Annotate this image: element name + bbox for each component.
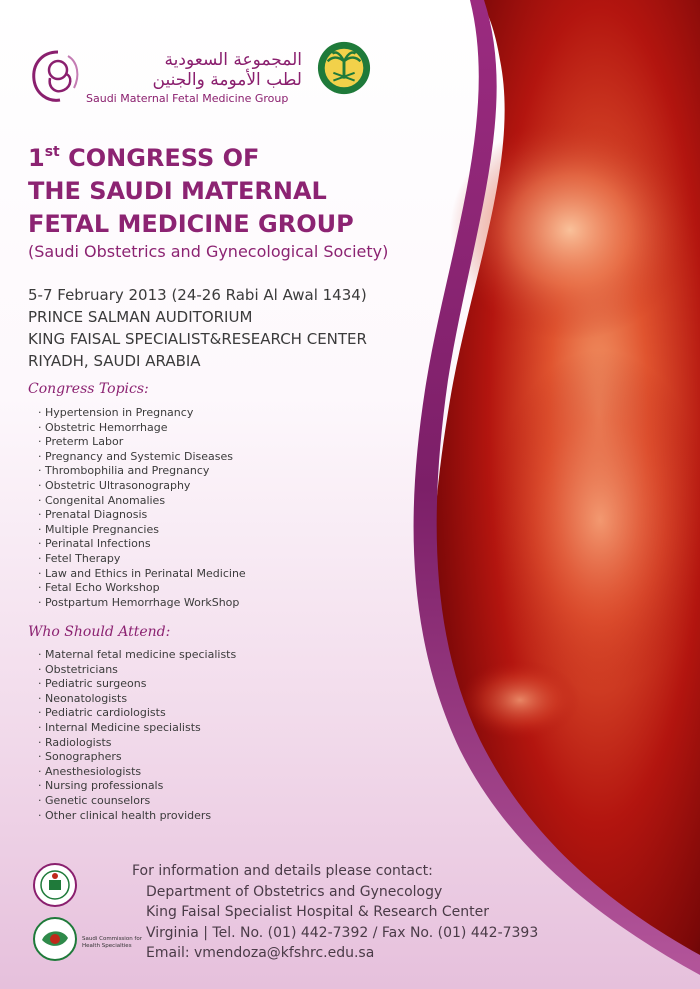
list-item: · Pregnancy and Systemic Diseases bbox=[38, 450, 246, 465]
smfm-english-name: Saudi Maternal Fetal Medicine Group bbox=[86, 92, 289, 105]
list-item: · Obstetric Ultrasonography bbox=[38, 479, 246, 494]
title-line1: CONGRESS OF bbox=[59, 144, 260, 172]
congress-subtitle: (Saudi Obstetrics and Gynecological Society) bbox=[28, 242, 389, 261]
smfm-arabic-line2: لطب الأمومة والجنين bbox=[152, 70, 302, 90]
scfhs-emblem-icon bbox=[32, 916, 78, 962]
smfm-arabic-line1: المجموعة السعودية bbox=[164, 50, 302, 70]
list-item: · Hypertension in Pregnancy bbox=[38, 406, 246, 421]
title-line3: FETAL MEDICINE GROUP bbox=[28, 210, 354, 238]
list-item: · Congenital Anomalies bbox=[38, 494, 246, 509]
list-item: · Fetel Therapy bbox=[38, 552, 246, 567]
list-item: · Law and Ethics in Perinatal Medicine bbox=[38, 567, 246, 582]
kfsh-logo bbox=[300, 40, 390, 115]
contact-hospital: King Faisal Specialist Hospital & Research Center bbox=[146, 904, 490, 920]
list-item: · Maternal fetal medicine specialists bbox=[38, 648, 236, 663]
scfhs-line1: Saudi Commission for bbox=[82, 936, 142, 942]
scfhs-line2: Health Specialties bbox=[82, 943, 132, 949]
event-venue: PRINCE SALMAN AUDITORIUM bbox=[28, 308, 253, 326]
list-item: · Other clinical health providers bbox=[38, 809, 236, 824]
list-item: · Obstetric Hemorrhage bbox=[38, 421, 246, 436]
event-center: KING FAISAL SPECIALIST&RESEARCH CENTER bbox=[28, 330, 367, 348]
list-item: · Thrombophilia and Pregnancy bbox=[38, 464, 246, 479]
event-details bbox=[28, 284, 428, 372]
list-item: · Prenatal Diagnosis bbox=[38, 508, 246, 523]
attend-heading: Who Should Attend: bbox=[28, 624, 171, 640]
list-item: · Nursing professionals bbox=[38, 779, 236, 794]
list-item: · Pediatric cardiologists bbox=[38, 706, 236, 721]
list-item: · Postpartum Hemorrhage WorkShop bbox=[38, 596, 246, 611]
list-item: · Preterm Labor bbox=[38, 435, 246, 450]
title-line2: THE SAUDI MATERNAL bbox=[28, 177, 327, 205]
smfm-arabic-name bbox=[112, 50, 302, 90]
list-item: · Sonographers bbox=[38, 750, 236, 765]
topics-heading: Congress Topics: bbox=[28, 381, 149, 397]
contact-info bbox=[132, 861, 572, 964]
title-ordinal-suffix: st bbox=[44, 144, 60, 160]
event-city: RIYADH, SAUDI ARABIA bbox=[28, 352, 201, 370]
list-item: · Radiologists bbox=[38, 736, 236, 751]
event-dates: 5-7 February 2013 (24-26 Rabi Al Awal 1434) bbox=[28, 286, 367, 304]
list-item: · Fetal Echo Workshop bbox=[38, 581, 246, 596]
contact-department: Department of Obstetrics and Gynecology bbox=[146, 883, 443, 900]
congress-title bbox=[28, 136, 358, 241]
list-item: · Perinatal Infections bbox=[38, 537, 246, 552]
list-item: · Internal Medicine specialists bbox=[38, 721, 236, 736]
attend-list bbox=[38, 648, 236, 823]
topics-list bbox=[38, 406, 246, 610]
smfm-group-logo bbox=[28, 48, 302, 108]
list-item: · Anesthesiologists bbox=[38, 765, 236, 780]
mother-baby-icon bbox=[28, 48, 84, 106]
list-item: · Pediatric surgeons bbox=[38, 677, 236, 692]
list-item: · Obstetricians bbox=[38, 663, 236, 678]
palm-seal-icon bbox=[316, 40, 372, 96]
contact-phone: Virginia | Tel. No. (01) 442-7392 / Fax No. (01) 442-7393 bbox=[146, 924, 539, 941]
list-item: · Multiple Pregnancies bbox=[38, 523, 246, 538]
contact-email[interactable]: Email: vmendoza@kfshrc.edu.sa bbox=[146, 945, 375, 961]
title-ordinal: 1 bbox=[28, 144, 45, 172]
society-seal-icon bbox=[32, 862, 78, 908]
contact-intro: For information and details please contact: bbox=[132, 863, 433, 879]
list-item: · Neonatologists bbox=[38, 692, 236, 707]
list-item: · Genetic counselors bbox=[38, 794, 236, 809]
